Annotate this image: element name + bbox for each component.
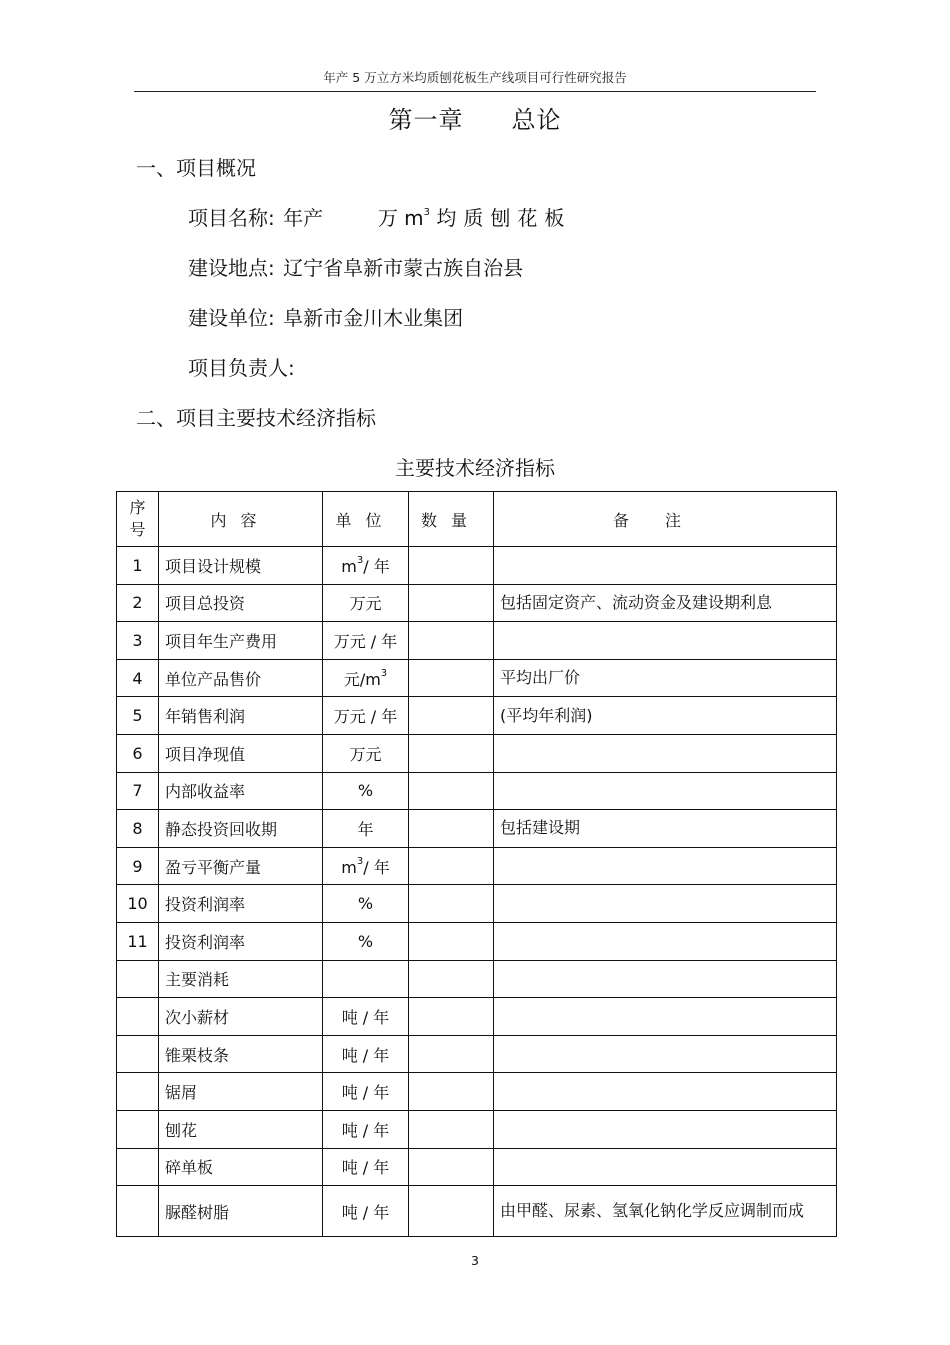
row-unit bbox=[323, 547, 409, 585]
row-content: 次小薪材 bbox=[159, 998, 323, 1036]
row-number: 9 bbox=[117, 847, 159, 885]
row-unit bbox=[323, 1073, 409, 1111]
row-unit-text: 万元 / 年 bbox=[333, 707, 398, 727]
row-unit-text: 吨 / 年 bbox=[341, 1083, 390, 1103]
row-number: 5 bbox=[117, 697, 159, 735]
row-quantity bbox=[409, 922, 494, 960]
row-number: 10 bbox=[117, 885, 159, 923]
row-quantity bbox=[409, 1073, 494, 1111]
row-content: 锯屑 bbox=[159, 1073, 323, 1111]
row-unit bbox=[323, 810, 409, 848]
row-number: 1 bbox=[117, 547, 159, 585]
project-name-value-prefix: 年产 bbox=[283, 206, 324, 230]
row-quantity bbox=[409, 960, 494, 998]
row-content: 投资利润率 bbox=[159, 885, 323, 923]
row-number bbox=[117, 1035, 159, 1073]
row-content: 年销售利润 bbox=[159, 697, 323, 735]
row-quantity bbox=[409, 772, 494, 810]
table-row bbox=[117, 810, 837, 848]
table-row bbox=[117, 1073, 837, 1111]
project-leader-line bbox=[188, 352, 297, 381]
row-content: 盈亏平衡产量 bbox=[159, 847, 323, 885]
row-content: 项目年生产费用 bbox=[159, 622, 323, 660]
row-unit-text: 万元 / 年 bbox=[333, 631, 398, 651]
row-unit bbox=[323, 1110, 409, 1148]
row-number: 6 bbox=[117, 734, 159, 772]
row-quantity bbox=[409, 1186, 494, 1237]
row-note: (平均年利润) bbox=[494, 697, 837, 735]
row-unit bbox=[323, 622, 409, 660]
row-number bbox=[117, 1186, 159, 1237]
build-location-value: 辽宁省阜新市蒙古族自治县 bbox=[283, 256, 524, 280]
table-row bbox=[117, 697, 837, 735]
row-number: 2 bbox=[117, 584, 159, 622]
chapter-number: 第一章 bbox=[388, 106, 464, 134]
table-row bbox=[117, 772, 837, 810]
build-unit-label: 建设单位: bbox=[188, 306, 275, 330]
row-content: 刨花 bbox=[159, 1110, 323, 1148]
row-unit-text: % bbox=[357, 894, 374, 914]
header-content: 内容 bbox=[159, 492, 323, 547]
header-note: 备注 bbox=[494, 492, 837, 547]
row-note: 由甲醛、尿素、氢氧化钠化学反应调制而成 bbox=[494, 1186, 837, 1237]
row-unit bbox=[323, 847, 409, 885]
row-content: 投资利润率 bbox=[159, 922, 323, 960]
row-unit bbox=[323, 697, 409, 735]
row-content: 脲醛树脂 bbox=[159, 1186, 323, 1237]
row-unit-suffix: / 年 bbox=[363, 556, 390, 576]
row-unit-text: 吨 / 年 bbox=[341, 1158, 390, 1178]
row-note bbox=[494, 1148, 837, 1186]
row-quantity bbox=[409, 659, 494, 697]
project-name-unit-sup: 3 bbox=[423, 207, 431, 219]
table-row bbox=[117, 584, 837, 622]
row-content: 单位产品售价 bbox=[159, 659, 323, 697]
row-quantity bbox=[409, 697, 494, 735]
row-note: 平均出厂价 bbox=[494, 659, 837, 697]
row-number: 7 bbox=[117, 772, 159, 810]
row-content: 静态投资回收期 bbox=[159, 810, 323, 848]
row-content: 内部收益率 bbox=[159, 772, 323, 810]
table-row bbox=[117, 1186, 837, 1237]
row-number bbox=[117, 1110, 159, 1148]
project-name-line bbox=[188, 202, 571, 231]
row-number bbox=[117, 1073, 159, 1111]
table-title: 主要技术经济指标 bbox=[395, 456, 555, 480]
table-row bbox=[117, 622, 837, 660]
project-name-value-product: 均质刨花板 bbox=[436, 206, 572, 230]
header-rule bbox=[134, 91, 816, 92]
row-note: 包括固定资产、流动资金及建设期利息 bbox=[494, 584, 837, 622]
row-unit-text: m bbox=[341, 857, 357, 877]
row-note bbox=[494, 960, 837, 998]
row-unit-sup: 3 bbox=[380, 668, 388, 680]
build-unit-line bbox=[188, 302, 463, 331]
row-unit bbox=[323, 772, 409, 810]
row-quantity bbox=[409, 1148, 494, 1186]
row-unit bbox=[323, 659, 409, 697]
row-unit bbox=[323, 998, 409, 1036]
project-name-value-unit: 万 m bbox=[377, 206, 424, 230]
row-note bbox=[494, 1110, 837, 1148]
table-row bbox=[117, 659, 837, 697]
row-note bbox=[494, 547, 837, 585]
row-unit-text: 吨 / 年 bbox=[341, 1007, 390, 1027]
row-note bbox=[494, 1035, 837, 1073]
row-unit bbox=[323, 734, 409, 772]
row-unit bbox=[323, 1186, 409, 1237]
row-content: 项目设计规模 bbox=[159, 547, 323, 585]
chapter-name: 总论 bbox=[511, 106, 562, 134]
row-note bbox=[494, 847, 837, 885]
row-number: 3 bbox=[117, 622, 159, 660]
row-number: 11 bbox=[117, 922, 159, 960]
row-quantity bbox=[409, 885, 494, 923]
row-number bbox=[117, 1148, 159, 1186]
row-note: 包括建设期 bbox=[494, 810, 837, 848]
row-content: 项目净现值 bbox=[159, 734, 323, 772]
row-unit-text: 万元 bbox=[349, 744, 382, 764]
row-note bbox=[494, 622, 837, 660]
row-quantity bbox=[409, 584, 494, 622]
row-unit-text: 万元 bbox=[349, 594, 382, 614]
row-content: 项目总投资 bbox=[159, 584, 323, 622]
table-row bbox=[117, 734, 837, 772]
row-unit-text: m bbox=[341, 556, 357, 576]
row-number: 4 bbox=[117, 659, 159, 697]
row-unit-text: % bbox=[357, 931, 374, 951]
row-unit-text: 吨 / 年 bbox=[341, 1045, 390, 1065]
row-quantity bbox=[409, 998, 494, 1036]
row-content: 锥栗枝条 bbox=[159, 1035, 323, 1073]
row-note bbox=[494, 772, 837, 810]
table-row bbox=[117, 847, 837, 885]
table-row bbox=[117, 547, 837, 585]
row-unit bbox=[323, 922, 409, 960]
row-note bbox=[494, 1073, 837, 1111]
project-name-label: 项目名称: bbox=[188, 206, 275, 230]
row-unit bbox=[323, 960, 409, 998]
row-unit bbox=[323, 1035, 409, 1073]
row-unit-sup: 3 bbox=[356, 856, 364, 868]
row-quantity bbox=[409, 547, 494, 585]
row-unit-text: 吨 / 年 bbox=[341, 1120, 390, 1140]
indicators-table bbox=[116, 491, 837, 1237]
row-quantity bbox=[409, 810, 494, 848]
row-unit-text: 吨 / 年 bbox=[341, 1202, 390, 1222]
row-number bbox=[117, 960, 159, 998]
row-note bbox=[494, 885, 837, 923]
row-quantity bbox=[409, 622, 494, 660]
row-content: 碎单板 bbox=[159, 1148, 323, 1186]
table-row bbox=[117, 1148, 837, 1186]
row-content: 主要消耗 bbox=[159, 960, 323, 998]
page-number: 3 bbox=[471, 1253, 479, 1268]
row-unit-text: 元/m bbox=[343, 669, 381, 689]
table-row bbox=[117, 885, 837, 923]
row-unit bbox=[323, 885, 409, 923]
table-row bbox=[117, 1110, 837, 1148]
header-no: 序 号 bbox=[117, 492, 159, 547]
chapter-title bbox=[0, 100, 950, 135]
running-header: 年产 5 万立方米均质刨花板生产线项目可行性研究报告 bbox=[323, 70, 627, 85]
build-unit-value: 阜新市金川木业集团 bbox=[283, 306, 464, 330]
row-quantity bbox=[409, 1110, 494, 1148]
row-quantity bbox=[409, 1035, 494, 1073]
build-location-line bbox=[188, 252, 523, 281]
section-overview-title: 一、项目概况 bbox=[136, 156, 256, 180]
row-unit-suffix: / 年 bbox=[363, 857, 390, 877]
table-row bbox=[117, 1035, 837, 1073]
row-quantity bbox=[409, 734, 494, 772]
header-quantity: 数量 bbox=[409, 492, 494, 547]
row-unit-text: % bbox=[357, 781, 374, 801]
row-unit-sup: 3 bbox=[356, 555, 364, 567]
row-unit-text: 年 bbox=[357, 819, 374, 839]
row-unit bbox=[323, 1148, 409, 1186]
section-indicators-title: 二、项目主要技术经济指标 bbox=[136, 406, 376, 430]
table-row bbox=[117, 922, 837, 960]
table-row bbox=[117, 998, 837, 1036]
row-note bbox=[494, 998, 837, 1036]
header-unit: 单位 bbox=[323, 492, 409, 547]
row-quantity bbox=[409, 847, 494, 885]
table-header-row bbox=[117, 492, 837, 547]
table-row bbox=[117, 960, 837, 998]
row-note bbox=[494, 734, 837, 772]
build-location-label: 建设地点: bbox=[188, 256, 275, 280]
project-leader-label: 项目负责人: bbox=[188, 356, 295, 380]
row-number: 8 bbox=[117, 810, 159, 848]
row-note bbox=[494, 922, 837, 960]
row-unit bbox=[323, 584, 409, 622]
row-number bbox=[117, 998, 159, 1036]
